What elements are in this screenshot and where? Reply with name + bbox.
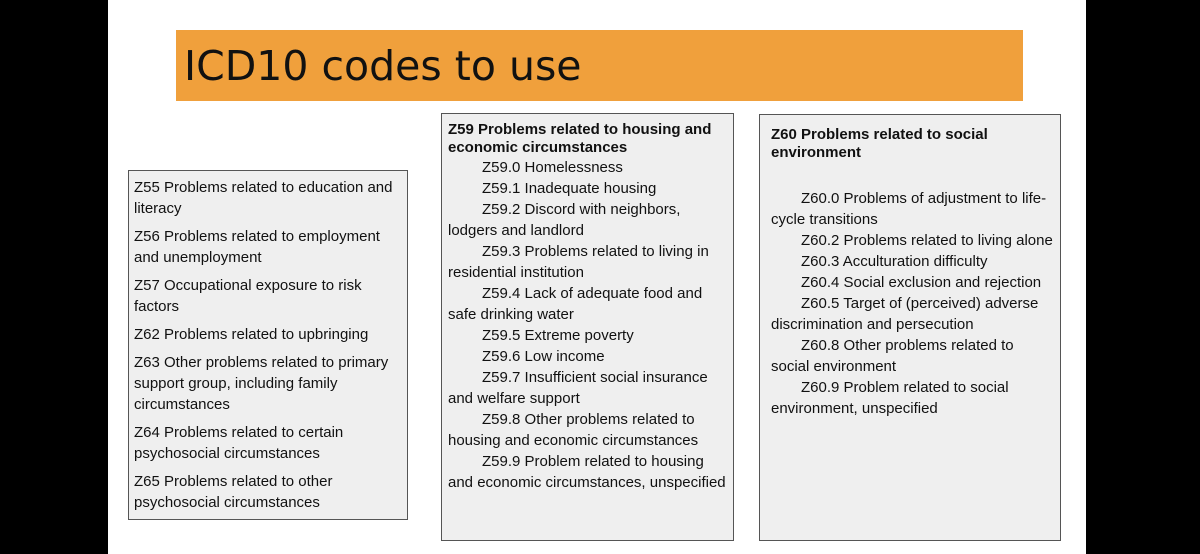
code-item: Z59.4 Lack of adequate food and safe drinking water [448,285,703,323]
middle-code-box [441,113,734,541]
code-item: Z60.2 Problems related to living alone [801,232,1053,249]
code-item: Z62 Problems related to upbringing [134,326,369,343]
left-code-box [128,170,408,520]
slide-title: ICD10 codes to use [184,42,582,90]
z59-header: Z59 Problems related to housing and economic circumstances [448,121,712,156]
code-item: Z60.3 Acculturation difficulty [801,253,988,270]
code-item: Z57 Occupational exposure to risk factors [134,277,362,315]
code-item: Z59.1 Inadequate housing [482,180,657,197]
code-item: Z55 Problems related to education and literacy [134,179,393,217]
code-item: Z59.7 Insufficient social insurance and welfare support [448,369,708,407]
code-item: Z56 Problems related to employment and unemployment [134,228,380,266]
code-item: Z59.5 Extreme poverty [482,327,634,344]
code-item: Z65 Problems related to other psychosocial circumstances [134,473,333,511]
code-item: Z60.9 Problem related to social environment, unspecified [771,379,1009,417]
code-item: Z59.8 Other problems related to housing and economic circumstances [448,411,699,449]
z60-header: Z60 Problems related to social environment [771,126,988,161]
code-item: Z60.5 Target of (perceived) adverse discrimination and persecution [771,295,1039,333]
code-item: Z59.3 Problems related to living in residential institution [448,243,709,281]
code-item: Z59.2 Discord with neighbors, lodgers and landlord [448,201,681,239]
code-item: Z59.9 Problem related to housing and economic circumstances, unspecified [448,453,726,491]
code-item: Z63 Other problems related to primary support group, including family circumstances [134,354,389,413]
code-item: Z60.0 Problems of adjustment to life-cycle transitions [771,190,1047,228]
code-item: Z60.4 Social exclusion and rejection [801,274,1042,291]
title-bar [176,30,1023,101]
code-item: Z59.6 Low income [482,348,605,365]
code-item: Z60.8 Other problems related to social environment [771,337,1014,375]
code-item: Z59.0 Homelessness [482,159,623,176]
right-code-box [759,114,1061,541]
code-item: Z64 Problems related to certain psychosocial circumstances [134,424,344,462]
slide [108,0,1086,554]
